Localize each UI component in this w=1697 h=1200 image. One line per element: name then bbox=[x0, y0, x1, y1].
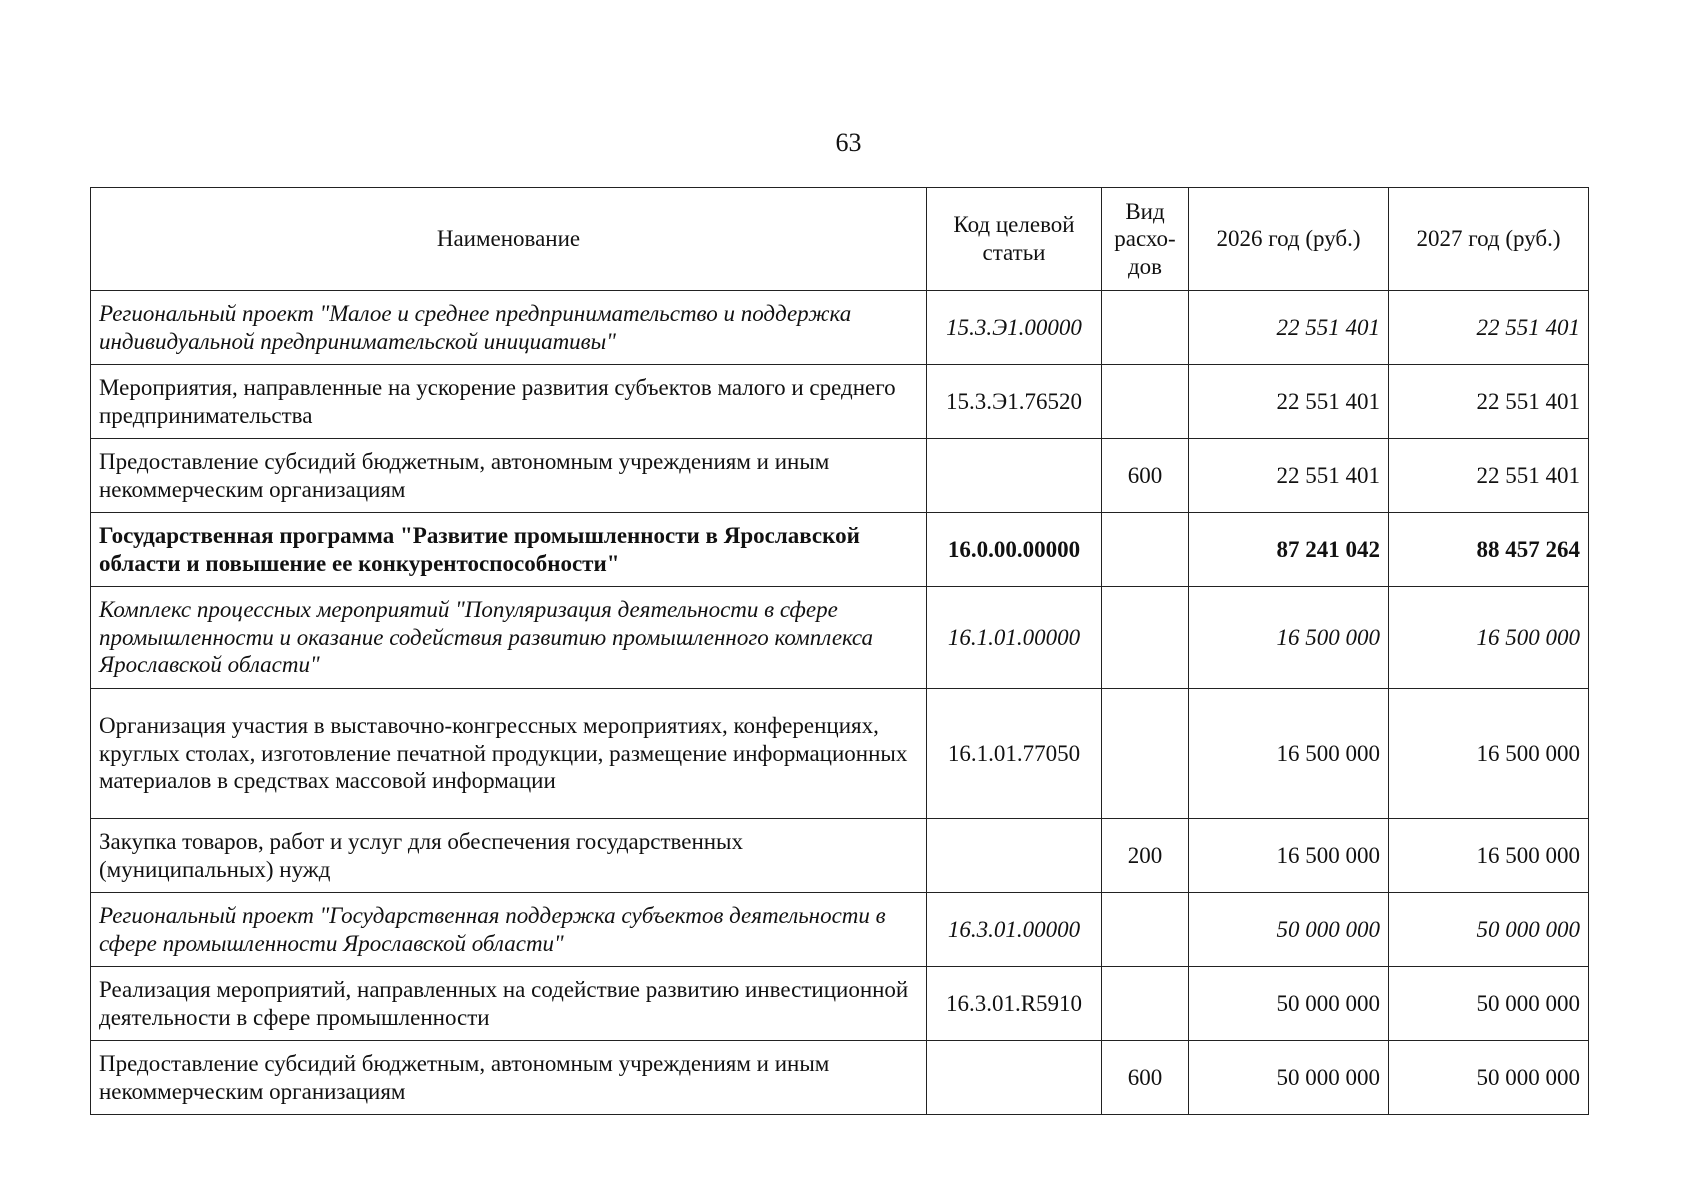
row-kind bbox=[1102, 513, 1189, 587]
row-name: Региональный проект "Малое и среднее предпринимательство и поддержка индивидуальной предпринимательской инициативы" bbox=[91, 291, 927, 365]
row-code bbox=[927, 819, 1102, 893]
header-code: Код целевой статьи bbox=[927, 188, 1102, 291]
row-name: Мероприятия, направленные на ускорение развития субъектов малого и среднего предпринимательства bbox=[91, 365, 927, 439]
row-amount-2027: 22 551 401 bbox=[1389, 365, 1589, 439]
table-row bbox=[91, 439, 1589, 513]
table-row bbox=[91, 291, 1589, 365]
row-amount-2027: 16 500 000 bbox=[1389, 819, 1589, 893]
page-number: 63 bbox=[835, 128, 862, 157]
row-amount-2026: 50 000 000 bbox=[1189, 893, 1389, 967]
row-name: Предоставление субсидий бюджетным, автономным учреждениям и иным некоммерческим организациям bbox=[91, 439, 927, 513]
row-amount-2026: 22 551 401 bbox=[1189, 291, 1389, 365]
row-name: Региональный проект "Государственная поддержка субъектов деятельности в сфере промышленности Ярославской области" bbox=[91, 893, 927, 967]
row-name: Реализация мероприятий, направленных на содействие развитию инвестиционной деятельности в сфере промышленности bbox=[91, 967, 927, 1041]
row-amount-2027: 50 000 000 bbox=[1389, 893, 1589, 967]
row-amount-2027: 88 457 264 bbox=[1389, 513, 1589, 587]
row-amount-2026: 16 500 000 bbox=[1189, 819, 1389, 893]
table-row bbox=[91, 819, 1589, 893]
header-kind: Вид расхо-дов bbox=[1102, 188, 1189, 291]
row-amount-2026: 87 241 042 bbox=[1189, 513, 1389, 587]
row-name: Государственная программа "Развитие промышленности в Ярославской области и повышение ее конкурентоспособности" bbox=[91, 513, 927, 587]
row-name: Организация участия в выставочно-конгрессных мероприятиях, конференциях, круглых столах, изготовление печатной продукции, размещение информационных материалов в средствах массовой информации bbox=[91, 689, 927, 819]
table-row bbox=[91, 967, 1589, 1041]
table-row bbox=[91, 513, 1589, 587]
header-name: Наименование bbox=[91, 188, 927, 291]
row-code: 16.1.01.77050 bbox=[927, 689, 1102, 819]
row-kind bbox=[1102, 365, 1189, 439]
row-kind: 600 bbox=[1102, 1041, 1189, 1115]
row-code: 16.3.01.R5910 bbox=[927, 967, 1102, 1041]
row-code: 16.3.01.00000 bbox=[927, 893, 1102, 967]
row-amount-2026: 50 000 000 bbox=[1189, 1041, 1389, 1115]
row-kind bbox=[1102, 893, 1189, 967]
row-code bbox=[927, 439, 1102, 513]
row-kind bbox=[1102, 967, 1189, 1041]
table-row bbox=[91, 587, 1589, 689]
row-name: Комплекс процессных мероприятий "Популяризация деятельности в сфере промышленности и оказание содействия развитию промышленного комплекса Ярославской области" bbox=[91, 587, 927, 689]
table-row bbox=[91, 365, 1589, 439]
row-code: 15.3.Э1.00000 bbox=[927, 291, 1102, 365]
row-amount-2027: 16 500 000 bbox=[1389, 689, 1589, 819]
row-amount-2027: 50 000 000 bbox=[1389, 1041, 1589, 1115]
row-kind bbox=[1102, 689, 1189, 819]
row-name: Предоставление субсидий бюджетным, автономным учреждениям и иным некоммерческим организациям bbox=[91, 1041, 927, 1115]
row-kind bbox=[1102, 291, 1189, 365]
row-amount-2027: 22 551 401 bbox=[1389, 291, 1589, 365]
row-amount-2027: 22 551 401 bbox=[1389, 439, 1589, 513]
row-amount-2027: 50 000 000 bbox=[1389, 967, 1589, 1041]
budget-table bbox=[90, 187, 1589, 1115]
table-row bbox=[91, 1041, 1589, 1115]
row-amount-2026: 22 551 401 bbox=[1189, 365, 1389, 439]
row-kind: 600 bbox=[1102, 439, 1189, 513]
row-name: Закупка товаров, работ и услуг для обеспечения государственных (муниципальных) нужд bbox=[91, 819, 927, 893]
row-amount-2026: 16 500 000 bbox=[1189, 587, 1389, 689]
header-year-2026: 2026 год (руб.) bbox=[1189, 188, 1389, 291]
table-row bbox=[91, 689, 1589, 819]
row-amount-2026: 50 000 000 bbox=[1189, 967, 1389, 1041]
row-amount-2027: 16 500 000 bbox=[1389, 587, 1589, 689]
row-code: 15.3.Э1.76520 bbox=[927, 365, 1102, 439]
row-kind: 200 bbox=[1102, 819, 1189, 893]
row-amount-2026: 22 551 401 bbox=[1189, 439, 1389, 513]
header-year-2027: 2027 год (руб.) bbox=[1389, 188, 1589, 291]
row-kind bbox=[1102, 587, 1189, 689]
row-code: 16.1.01.00000 bbox=[927, 587, 1102, 689]
row-code: 16.0.00.00000 bbox=[927, 513, 1102, 587]
row-amount-2026: 16 500 000 bbox=[1189, 689, 1389, 819]
row-code bbox=[927, 1041, 1102, 1115]
table-row bbox=[91, 893, 1589, 967]
table-header-row bbox=[91, 188, 1589, 291]
